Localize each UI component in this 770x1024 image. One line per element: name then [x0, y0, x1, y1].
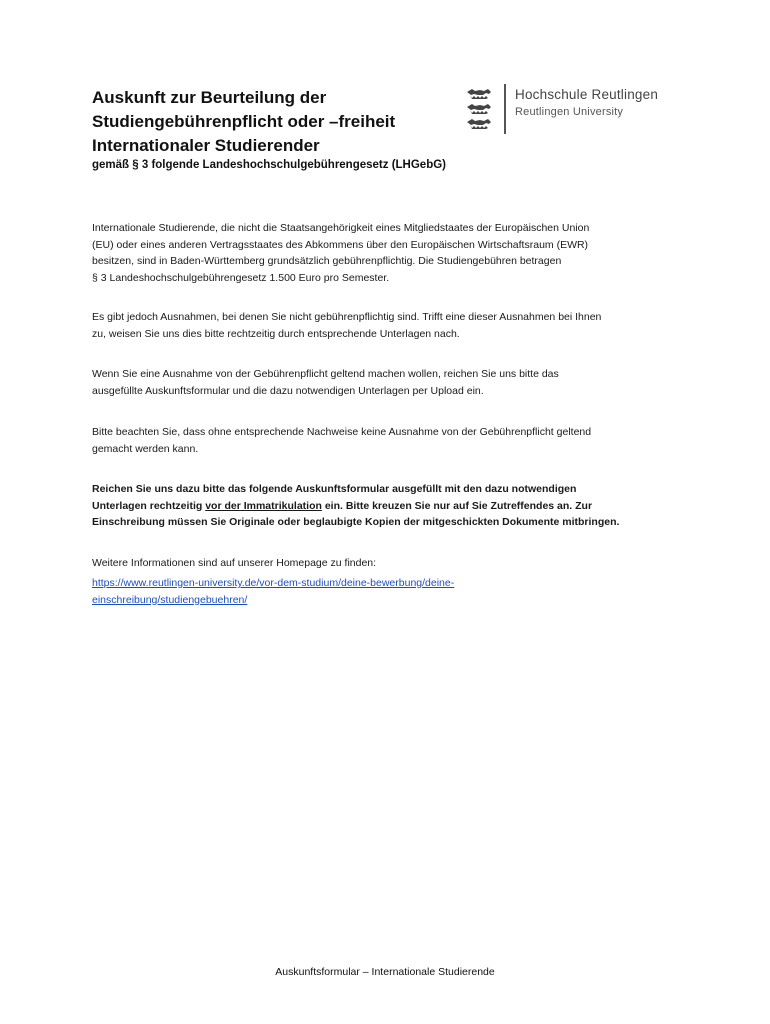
link-line[interactable]: einschreibung/studiengebuehren/ — [92, 593, 248, 606]
paragraph-evidence-note — [92, 424, 678, 457]
text-segment: ein. Bitte kreuzen Sie nur auf Sie Zutreffendes an. Zur — [321, 499, 593, 512]
paragraph-line: Weitere Informationen sind auf unserer Homepage zu finden: — [92, 557, 377, 569]
paragraph-fees-intro — [92, 220, 678, 286]
text-segment: Unterlagen rechtzeitig — [92, 499, 206, 512]
paragraph-instructions — [92, 481, 678, 531]
page-footer: Auskunftsformular – Internationale Studierende — [275, 966, 495, 978]
paragraph-line: zu, weisen Sie uns dies bitte rechtzeitig durch entsprechende Unterlagen nach. — [92, 327, 460, 340]
paragraph-exceptions — [92, 309, 678, 342]
logo-subtitle: Reutlingen University — [515, 106, 624, 118]
paragraph-more-info — [92, 555, 678, 572]
paragraph-upload — [92, 366, 678, 399]
paragraph-line: Reichen Sie uns dazu bitte das folgende Auskunftsformular ausgefüllt mit den dazu notwendigen — [92, 483, 577, 495]
underlined-text: vor der Immatrikulation — [205, 499, 322, 512]
link-line[interactable]: https://www.reutlingen-university.de/vor-dem-studium/deine-bewerbung/deine- — [92, 577, 455, 589]
paragraph-line: Bitte beachten Sie, dass ohne entsprechende Nachweise keine Ausnahme von der Gebührenpflicht geltend — [92, 426, 592, 438]
paragraph-line: ausgefüllte Auskunftsformular und die dazu notwendigen Unterlagen per Upload ein. — [92, 384, 484, 397]
title-line-2: Studiengebührenpflicht oder –freiheit — [92, 112, 396, 131]
logo-name: Hochschule Reutlingen — [515, 87, 659, 102]
paragraph-line: Wenn Sie eine Ausnahme von der Gebührenpflicht geltend machen wollen, reichen Sie uns bitte das — [92, 368, 559, 380]
logo-divider — [504, 84, 506, 134]
paragraph-line: (EU) oder eines anderen Vertragsstaates des Abkommens über den Europäischen Wirtschaftsraum (EWR) — [92, 238, 589, 251]
title-line-1: Auskunft zur Beurteilung der — [92, 88, 327, 107]
paragraph-line: Internationale Studierende, die nicht die Staatsangehörigkeit eines Mitgliedstaates der Europäischen Union — [92, 222, 590, 234]
university-logo — [464, 84, 684, 134]
paragraph-line: Es gibt jedoch Ausnahmen, bei denen Sie nicht gebührenpflichtig sind. Trifft eine dieser Ausnahmen bei Ihnen — [92, 311, 602, 323]
page-title — [92, 86, 452, 158]
paragraph-line: besitzen, sind in Baden-Württemberg grundsätzlich gebührenpflichtig. Die Studiengebühren betragen — [92, 255, 562, 267]
homepage-link[interactable] — [92, 575, 678, 608]
lions-coat-of-arms-icon — [464, 86, 494, 132]
paragraph-line: § 3 Landeshochschulgebührengesetz 1.500 Euro pro Semester. — [92, 271, 390, 284]
paragraph-line: gemacht werden kann. — [92, 442, 199, 455]
title-line-3: Internationaler Studierender — [92, 136, 320, 155]
paragraph-line: Einschreibung müssen Sie Originale oder beglaubigte Kopien der mitgeschickten Dokumente mitbringen. — [92, 516, 620, 528]
subtitle: gemäß § 3 folgende Landeshochschulgebührengesetz (LHGebG) — [92, 159, 446, 171]
paragraph-line — [92, 498, 678, 515]
